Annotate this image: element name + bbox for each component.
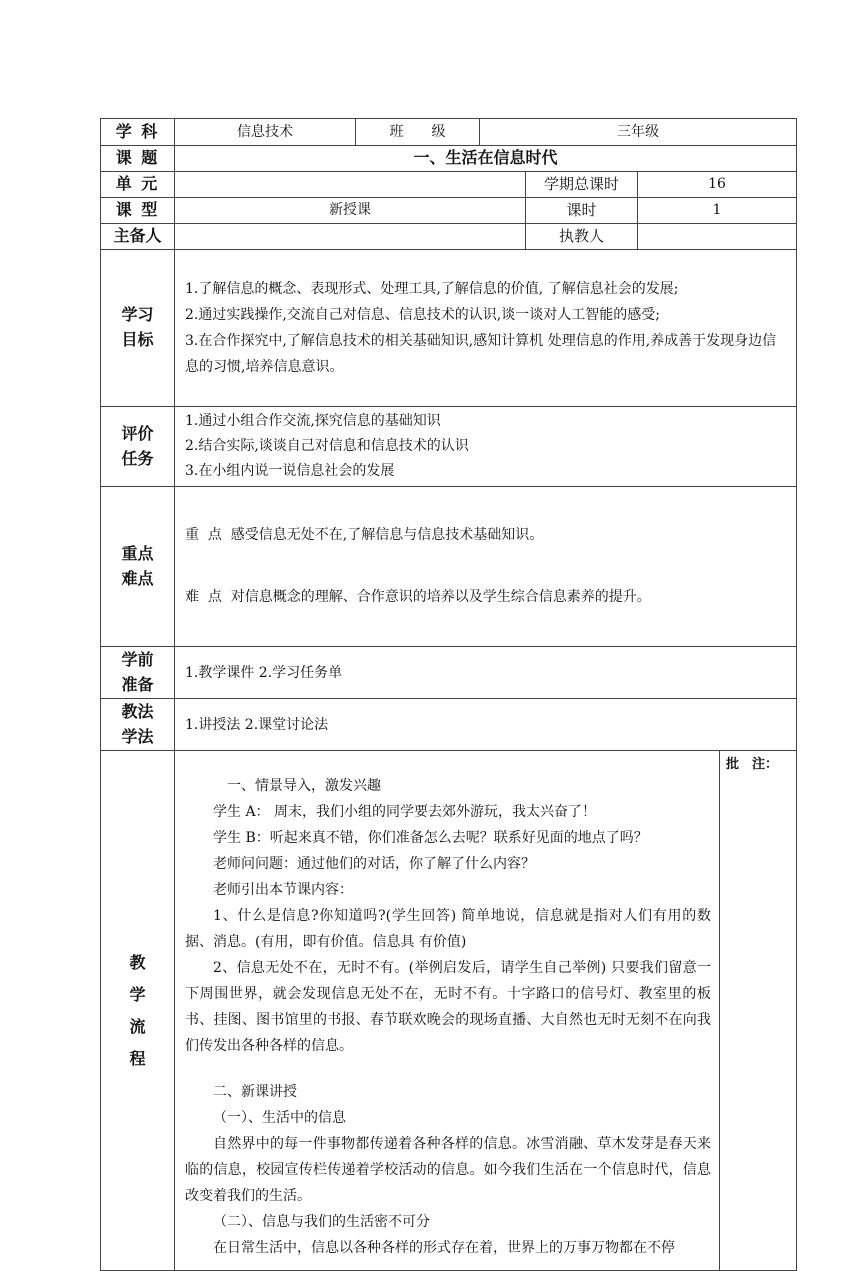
unit-value xyxy=(175,172,526,198)
evaluation-item: 1.通过小组合作交流,探究信息的基础知识 xyxy=(185,413,441,429)
row-unit xyxy=(101,172,797,198)
unit-label: 单 元 xyxy=(101,172,175,198)
key-point-item: 重 点 感受信息无处不在,了解信息与信息技术基础知识。 xyxy=(185,527,544,544)
teaching-flow-content xyxy=(175,751,720,1271)
spacer xyxy=(185,1059,711,1079)
class-value: 三年级 xyxy=(480,119,797,146)
preparer-label: 主备人 xyxy=(101,224,175,250)
annotation-column xyxy=(720,751,797,1271)
paragraph: 自然界中的每一件事物都传递着各种各样的信息。冰雪消融、草木发芽是春天来临的信息，校园宣传栏传递着学校活动的信息。如今我们生活在一个信息时代，信息改变着我们的生活。 xyxy=(185,1136,711,1205)
row-subject xyxy=(101,119,797,146)
type-label: 课 型 xyxy=(101,198,175,224)
teacher-label: 执教人 xyxy=(526,224,638,250)
key-points-label: 重点 难点 xyxy=(101,487,175,647)
row-key-points xyxy=(101,487,797,647)
row-preparer xyxy=(101,224,797,250)
row-methods xyxy=(101,699,797,751)
row-teaching-flow xyxy=(101,751,797,1271)
objective-item: 2.通过实践操作,交流自己对信息、信息技术的认识,谈一谈对人工智能的感受; xyxy=(185,307,660,323)
subsection-heading: （二）、信息与我们的生活密不可分 xyxy=(213,1214,430,1231)
row-objectives xyxy=(101,250,797,407)
objective-item: 1.了解信息的概念、表现形式、处理工具,了解信息的价值, 了解信息社会的发展; xyxy=(185,281,679,297)
annotation-label: 批 注： xyxy=(726,757,779,773)
methods-value: 1.讲授法 2.课堂讨论法 xyxy=(175,699,797,751)
row-evaluation xyxy=(101,407,797,487)
type-value: 新授课 xyxy=(175,198,526,224)
paragraph: 学生 A： 周末，我们小组的同学要去郊外游玩，我太兴奋了！ xyxy=(213,804,597,821)
key-point-item: 难 点 对信息概念的理解、合作意识的培养以及学生综合信息素养的提升。 xyxy=(185,588,651,605)
subject-label: 学 科 xyxy=(101,119,175,146)
evaluation-item: 2.结合实际,谈谈自己对信息和信息技术的认识 xyxy=(185,438,469,454)
total-hours-value: 16 xyxy=(638,172,797,198)
section-heading: 一、情景导入，激发兴趣 xyxy=(227,778,381,795)
evaluation-list xyxy=(175,407,797,487)
preparer-value xyxy=(175,224,526,250)
objectives-list xyxy=(175,250,797,407)
preparation-value: 1.教学课件 2.学习任务单 xyxy=(175,647,797,699)
lesson-plan-table xyxy=(100,118,797,1271)
subject-value: 信息技术 xyxy=(175,119,356,146)
teacher-value xyxy=(638,224,797,250)
hours-value: 1 xyxy=(638,198,797,224)
hours-label: 课时 xyxy=(526,198,638,224)
paragraph: 1、什么是信息?你知道吗?(学生回答) 简单地说，信息就是指对人们有用的数据、消息。(有用，即有价值。信息具 有价值) xyxy=(185,908,711,951)
key-points-list xyxy=(175,487,797,647)
row-type xyxy=(101,198,797,224)
teaching-flow-label: 教 学 流 程 xyxy=(101,751,175,1271)
evaluation-item: 3.在小组内说一说信息社会的发展 xyxy=(185,463,395,479)
evaluation-label: 评价 任务 xyxy=(101,407,175,487)
methods-label: 教法 学法 xyxy=(101,699,175,751)
objective-item: 3.在合作探究中,了解信息技术的相关基础知识,感知计算机 处理信息的作用,养成善于发现身边信息的习惯,培养信息意识。 xyxy=(185,333,777,375)
subsection-heading: （一）、生活中的信息 xyxy=(213,1110,346,1127)
total-hours-label: 学期总课时 xyxy=(526,172,638,198)
class-label: 班 级 xyxy=(356,119,480,146)
objectives-label: 学习 目标 xyxy=(101,250,175,407)
paragraph: 老师引出本节课内容： xyxy=(213,882,353,899)
row-topic xyxy=(101,146,797,172)
paragraph: 在日常生活中，信息以各种各样的形式存在着，世界上的万事万物都在不停 xyxy=(213,1240,675,1257)
topic-value: 一、生活在信息时代 xyxy=(175,146,797,172)
row-preparation xyxy=(101,647,797,699)
section-heading: 二、新课讲授 xyxy=(213,1084,297,1101)
paragraph: 2、信息无处不在，无时不有。(举例启发后，请学生自己举例) 只要我们留意一下周围世界，就会发现信息无处不在，无时不有。十字路口的信号灯、教室里的板书、挂图、图书馆里的书报、春节联欢晚会的现场直播、大自然也无时无刻不在向我们传发出各种各样的信息。 xyxy=(185,960,711,1055)
paragraph: 学生 B：听起来真不错，你们准备怎么去呢？联系好见面的地点了吗？ xyxy=(213,830,648,847)
topic-label: 课 题 xyxy=(101,146,175,172)
paragraph: 老师问问题：通过他们的对话，你了解了什么内容？ xyxy=(213,856,535,873)
preparation-label: 学前 准备 xyxy=(101,647,175,699)
